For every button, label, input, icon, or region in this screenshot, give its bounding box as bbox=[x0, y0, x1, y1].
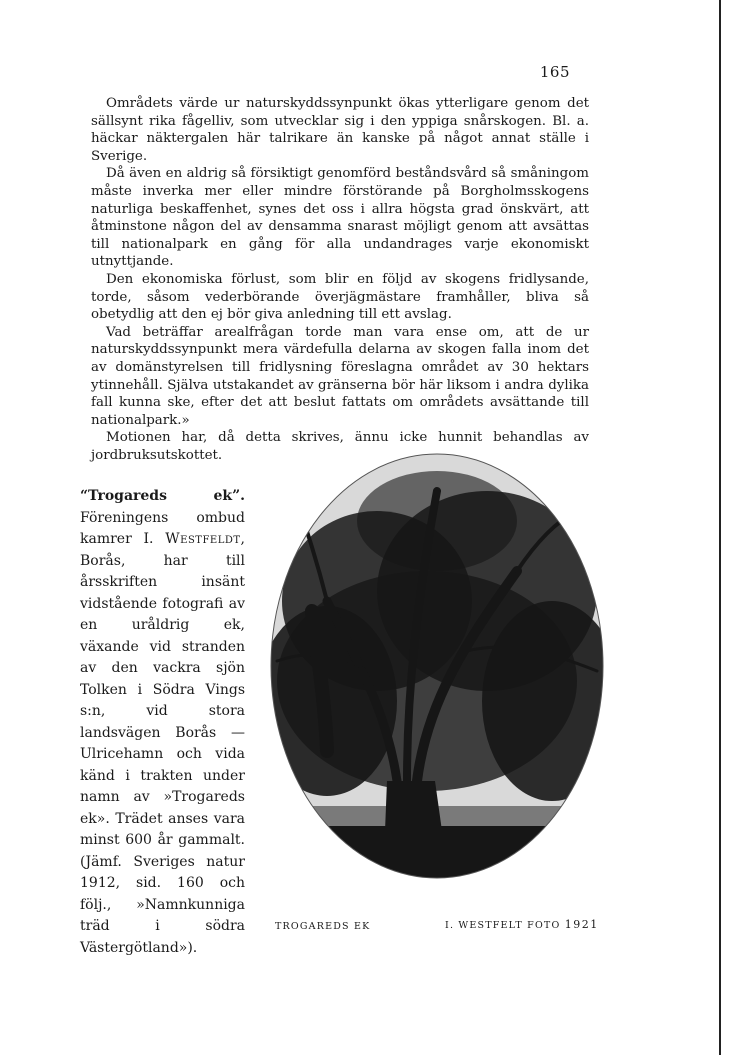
photographer-name: Westfeldt bbox=[165, 531, 241, 547]
photo-content bbox=[267, 451, 607, 881]
tree-trunk bbox=[385, 781, 442, 831]
description-text-2: , Borås, har till årsskriften insänt vidstående fotografi av en uråldrig ek, växande vid stranden av den vackra sjön Tolken i Södra Vings s:n, vid stora landsvägen Borås —Ulricehamn och vida känd i trakten under namn av »Trogareds ek». Trädet anses vara minst 600 år gammalt. (Jämf. Sveriges natur 1912, sid. 160 och följ., »Namnkunniga träd i södra Västergötland»). bbox=[80, 531, 245, 956]
description-text-1: Föreningens ombud kamrer I. bbox=[80, 509, 245, 547]
photo-description-text bbox=[80, 486, 245, 959]
body-paragraph: Vad beträffar arealfrågan torde man vara ense om, att de ur naturskyddssynpunkt mera värdefulla delarna av skogen falla inom det av domänstyrelsen till fridlysning föreslagna området av 30 hektars ytinnehåll. Själva utstakandet av gränserna bör här liksom i andra dylika fall kunna ske, efter det att beslut fattats om områdets avsättande till nationalpark.» bbox=[91, 324, 589, 428]
body-paragraph: Den ekonomiska förlust, som blir en följd av skogens fridlysande, torde, såsom vederbörande överjägmästare framhåller, bliva så obetydlig att den ej bör giva anledning till ett avslag. bbox=[91, 271, 589, 323]
photo-ground bbox=[267, 826, 607, 881]
photo-credit-text: I. WESTFELT FOTO bbox=[445, 920, 561, 931]
body-text bbox=[91, 95, 589, 464]
photo-caption-credit bbox=[445, 918, 599, 931]
body-paragraph: Områdets värde ur naturskyddssynpunkt ökas ytterligare genom det sällsynt rika fågelliv, som utvecklar sig i den yppiga snårskogen. Bl. a. häckar näktergalen här talrikare än kanske på något annat ställe i Sverige. bbox=[91, 96, 589, 164]
oak-tree-photo bbox=[267, 451, 607, 881]
body-paragraph: Då även en aldrig så försiktigt genomförd beståndsvård så småningom måste inverka mer eller mindre förstörande på Borgholmsskogens naturliga beskaffenhet, synes det oss i allra högsta grad önskvärt, att åtminstone någon del av densamma snarast möjligt genom att avsättas till nationalpark en gång för alla undandrages varje ekonomiskt utnyttjande. bbox=[91, 166, 589, 270]
description-lead: “Trogareds ek”. bbox=[80, 488, 245, 504]
photo-caption-title: TROGAREDS EK bbox=[275, 921, 371, 932]
photo-description bbox=[80, 486, 245, 959]
body-paragraph: Motionen har, då detta skrives, ännu icke hunnit behandlas av jordbruksutskottet. bbox=[91, 430, 589, 463]
photo-credit-year: 1921 bbox=[564, 918, 599, 931]
page-number: 165 bbox=[539, 63, 570, 81]
